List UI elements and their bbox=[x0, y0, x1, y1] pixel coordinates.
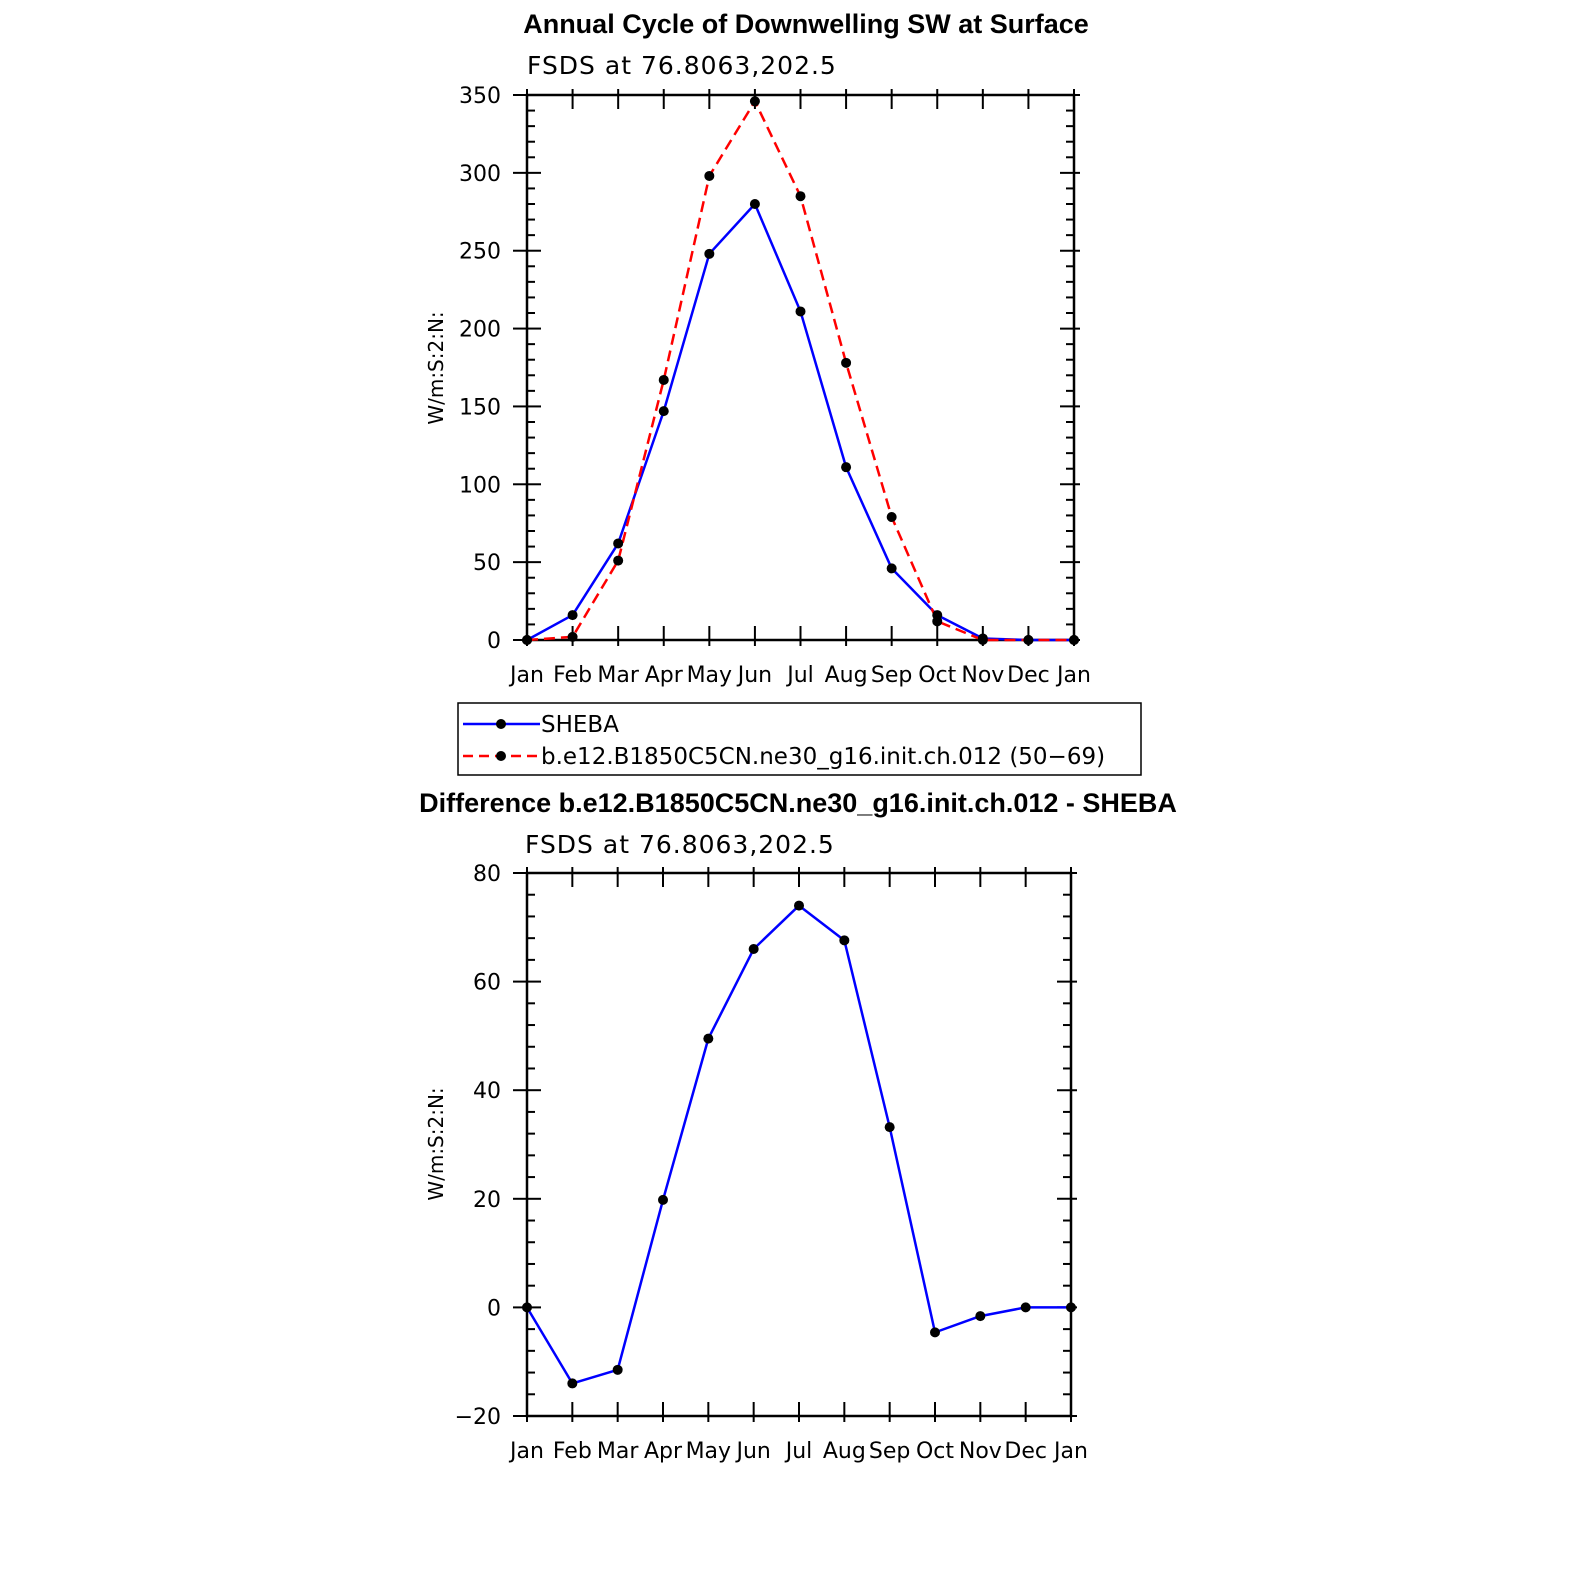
data-point bbox=[750, 199, 760, 209]
tick-labels bbox=[455, 862, 1088, 1464]
data-point bbox=[659, 375, 669, 385]
data-point bbox=[841, 358, 851, 368]
data-point bbox=[567, 1378, 577, 1388]
x-tick-label: Dec bbox=[1004, 1439, 1047, 1464]
chart-title: Annual Cycle of Downwelling SW at Surface bbox=[523, 9, 1089, 39]
x-tick-label: Jan bbox=[1054, 1439, 1088, 1464]
series-lines bbox=[527, 906, 1071, 1384]
x-tick-label: Jun bbox=[737, 663, 773, 688]
data-point bbox=[658, 1195, 668, 1205]
data-point bbox=[975, 1311, 985, 1321]
y-tick-label: 250 bbox=[459, 239, 501, 265]
legend bbox=[458, 703, 1141, 775]
data-point bbox=[703, 1034, 713, 1044]
x-tick-label: Oct bbox=[918, 663, 957, 688]
y-tick-label: 20 bbox=[473, 1187, 501, 1213]
data-point bbox=[839, 935, 849, 945]
data-point bbox=[1021, 1302, 1031, 1312]
series-markers bbox=[522, 901, 1076, 1389]
x-tick-label: Oct bbox=[915, 1439, 955, 1464]
y-tick-label: 50 bbox=[473, 551, 501, 577]
series-lines bbox=[527, 101, 1074, 640]
x-tick-label: Sep bbox=[870, 663, 913, 688]
plot-frame bbox=[527, 873, 1071, 1416]
legend-label-model: b.e12.B1850C5CN.ne30_g16.init.ch.012 (50−69) bbox=[541, 744, 1106, 770]
data-point bbox=[887, 563, 897, 573]
y-tick-label: 350 bbox=[459, 84, 501, 109]
data-point bbox=[659, 406, 669, 416]
series-line-0 bbox=[527, 906, 1071, 1384]
x-tick-label: Jan bbox=[510, 663, 544, 688]
x-tick-label: Jul bbox=[785, 1439, 813, 1464]
legend-marker-model bbox=[496, 751, 506, 761]
y-tick-label: 300 bbox=[459, 161, 501, 187]
x-tick-label: Jan bbox=[510, 1439, 544, 1464]
x-tick-label: Nov bbox=[958, 1439, 1002, 1464]
x-tick-label: Apr bbox=[644, 663, 683, 688]
series-line-0 bbox=[527, 204, 1074, 640]
data-point bbox=[796, 191, 806, 201]
data-point bbox=[794, 901, 804, 911]
chart-subtitle: FSDS at 76.8063,202.5 bbox=[527, 51, 837, 80]
y-tick-label: 100 bbox=[459, 473, 501, 499]
legend-marker-sheba bbox=[496, 719, 506, 729]
x-tick-label: Jan bbox=[1057, 663, 1091, 688]
data-point bbox=[841, 462, 851, 472]
x-tick-label: Jun bbox=[736, 1439, 771, 1464]
x-tick-label: Mar bbox=[597, 663, 639, 688]
chart-subtitle: FSDS at 76.8063,202.5 bbox=[525, 830, 835, 859]
y-axis-label: W/m:S:2:N: bbox=[424, 311, 448, 425]
data-point bbox=[749, 944, 759, 954]
y-tick-label: −20 bbox=[454, 1405, 501, 1430]
data-point bbox=[704, 249, 714, 259]
y-tick-label: 0 bbox=[487, 629, 501, 654]
data-point bbox=[932, 616, 942, 626]
annual-cycle-chart bbox=[424, 9, 1091, 688]
axis-ticks bbox=[513, 867, 1077, 1422]
data-point bbox=[568, 610, 578, 620]
data-point bbox=[1023, 635, 1033, 645]
x-tick-label: Sep bbox=[868, 1439, 911, 1464]
x-tick-label: May bbox=[685, 1439, 732, 1464]
y-tick-label: 60 bbox=[473, 970, 501, 996]
difference-chart bbox=[419, 788, 1177, 1464]
x-tick-label: Dec bbox=[1007, 663, 1050, 688]
x-tick-label: Apr bbox=[643, 1439, 683, 1464]
y-tick-label: 200 bbox=[459, 317, 501, 343]
data-point bbox=[613, 1365, 623, 1375]
data-point bbox=[885, 1122, 895, 1132]
data-point bbox=[796, 306, 806, 316]
y-tick-label: 40 bbox=[473, 1079, 501, 1105]
legend-label-sheba: SHEBA bbox=[541, 712, 619, 738]
x-tick-label: Aug bbox=[822, 1439, 866, 1464]
data-point bbox=[704, 171, 714, 181]
x-tick-label: Aug bbox=[824, 663, 868, 688]
data-point bbox=[568, 632, 578, 642]
x-tick-label: Jul bbox=[787, 663, 814, 688]
y-tick-label: 150 bbox=[459, 395, 501, 421]
data-point bbox=[613, 538, 623, 548]
x-tick-label: Nov bbox=[961, 663, 1005, 688]
y-axis-label: W/m:S:2:N: bbox=[424, 1087, 448, 1201]
x-tick-label: Feb bbox=[553, 663, 593, 688]
tick-labels bbox=[459, 84, 1091, 688]
y-tick-label: 80 bbox=[473, 862, 501, 887]
x-tick-label: Feb bbox=[552, 1439, 592, 1464]
data-point bbox=[978, 635, 988, 645]
data-point bbox=[522, 635, 532, 645]
x-tick-label: May bbox=[686, 663, 733, 688]
data-point bbox=[1066, 1302, 1076, 1312]
x-tick-label: Mar bbox=[596, 1439, 639, 1464]
chart-title: Difference b.e12.B1850C5CN.ne30_g16.init.ch.012 - SHEBA bbox=[419, 788, 1177, 818]
data-point bbox=[930, 1327, 940, 1337]
axis-ticks bbox=[513, 89, 1080, 646]
data-point bbox=[522, 1302, 532, 1312]
data-point bbox=[887, 512, 897, 522]
data-point bbox=[1069, 635, 1079, 645]
y-tick-label: 0 bbox=[487, 1296, 501, 1322]
data-point bbox=[613, 556, 623, 566]
data-point bbox=[750, 96, 760, 106]
